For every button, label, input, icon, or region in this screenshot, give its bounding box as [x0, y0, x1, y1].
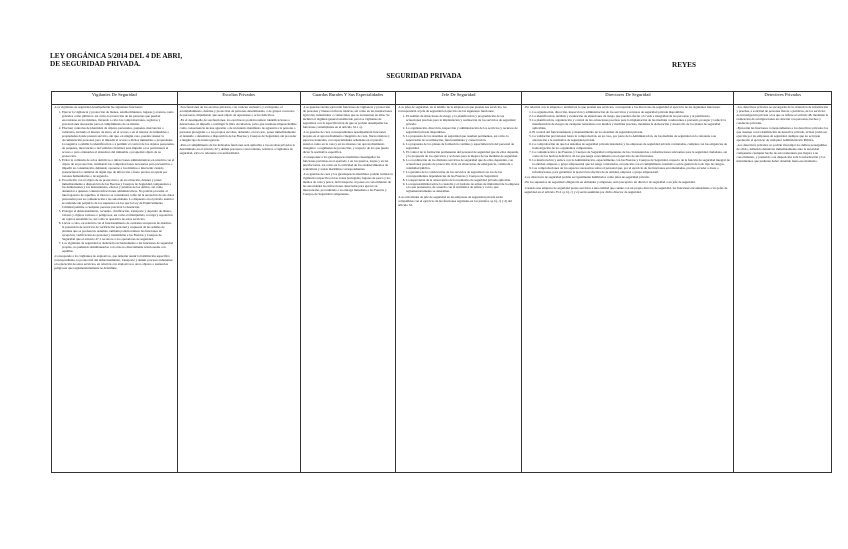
list-item: 2. La identificación, análisis y evaluación de situaciones de riesgo que puedan afectar a la vida e integridad de las personas y al patrimonio.: [532, 115, 731, 119]
paragraph: -Para el cumplimiento de las indicadas funciones será aplicable a los escoltas privados lo determinado en el artículo 32 y demás preceptos concordantes, relativos a vigilantes de seguridad, salvo lo referente a la uniformidad.: [179, 143, 296, 156]
law-title: [50, 52, 182, 68]
document-subtitle: SEGURIDAD PRIVADA: [386, 72, 462, 80]
list-item: 4. En relación con el objeto de su protección o de su actuación, detener y poner inmediatamente a disposición de las Fuerzas y Cuerpos de Seguridad competentes a los delincuentes y los instrumentos, efectos y pruebas de los delitos, así como denunciar a quienes cometan infracciones administrativas. No podrán proceder al interrogatorio de aquéllos, si bien no se considerará como tal la anotación de sus datos personales para su comunicación a las autoridades. Lo dispuesto en el párrafo anterior se entiende sin perjuicio de los supuestos en los que la Ley de Enjuiciamiento Criminal permite a cualquier persona practicar la detención.: [62, 179, 175, 211]
paragraph: -En los supuestos de seguridad obligatoria en entidades y empresas, será preceptivo un director de seguridad o un jefe de seguridad.: [524, 180, 696, 185]
list-item: 7. La comunicación a las Fuerzas y Cuerpos de Seguridad competentes de las circunstancias o informaciones relevantes para la seguridad ciudadana, así como de los hechos delictivos de los que tenga conocimiento en el ejercicio de sus funciones.: [532, 151, 731, 159]
paragraph: -En relación con la empresa o entidad en la que presten sus servicios, corresponde a los directores de seguridad el ejercicio de las siguientes funciones:: [524, 105, 721, 109]
list-item: 6. Llevar a cabo, en relación con el funcionamiento de centrales receptoras de alarmas, la prestación de servicios de verificación personal y respuesta de las señales de alarmas que se produzcan. Además, también podrán realizar las funciones de recepción, verificación no personal y transmisión a las Fuerzas y Cuerpos de Seguridad que el artículo 47.1 reconoce a los operadores de seguridad.: [62, 222, 175, 242]
list-item: 1. Ejercer la vigilancia y protección de bienes, establecimientos, lugares y eventos, tanto privados como públicos, así como la protección de las personas que puedan encontrarse en los mismos, llevando a cabo las comprobaciones, registros y prevenciones necesarias para el cumplimiento de su misión.: [62, 111, 175, 127]
paragraph: -En el desempeño de sus funciones, los escoltas no podrán realizar identificaciones o detenciones, ni impedir o restringir la libre circulación, salvo que resultase imprescindible como consecuencia de una agresión o de un intento manifiesto de agresión a la persona o personas protegidas o a los propios escoltas, debiendo, en tal caso, poner inmediatamente al detenido o detenidos a disposición de las Fuerzas y Cuerpos de Seguridad, sin proceder a ningún tipo de interrogatorio.: [179, 118, 297, 143]
list-item: 8. La supervisión de la observancia de la normativa de seguridad privada aplicable.: [406, 179, 519, 183]
list-item: 3. La planificación, organización y control de las actuaciones precisas para la implantación de las medidas conducentes a prevenir, proteger y reducir la manifestación de riesgos de cualquier naturaleza con medios y medidas precisas, mediante la elaboración y desarrollo de los planes de seguridad aplicables.: [532, 119, 731, 131]
column-header-jefe: Jefe De Seguridad: [395, 92, 521, 105]
table-header-row: [52, 92, 832, 105]
list-item: 4. El control del funcionamiento y mantenimiento de los sistemas de seguridad privada.: [532, 131, 731, 135]
column-header-detectives: Detectives Privados: [734, 92, 832, 105]
paragraph: -Los detectives privados se encargarán de la obtención de información y pruebas, a solicitud de personas físicas o jurídicas, de los servicios de investigación privada a los que se refiere el artículo 48, mediante la realización de averiguaciones en relación con personas, hechos y conductas privadas.: [736, 105, 829, 125]
paragraph: -Las actividades de jefe de seguridad en las empresas de seguridad privada serán compatibles con el ejercicio de las funciones reguladas en los párrafos a), b), c) y d) del artículo 52.: [397, 194, 512, 207]
cell-jefe: [395, 105, 521, 473]
list-item: 9. La responsabilidad sobre la custodia y el traslado de armas de titularidad de la empresa a la que pertenezca, de acuerdo con la normativa de armas y con lo que reglamentariamente se determine.: [406, 183, 519, 195]
paragraph: -Cuando una empresa de seguridad preste servicios a una entidad que cuente con un propio director de seguridad, las funciones encomendadas a los jefes de seguridad en el artículo 35.2 a), b), c) y e) serán asumidas por dicho director de seguridad.: [524, 185, 728, 194]
paragraph: -Los vigilantes de seguridad desempeñarán las siguientes funciones:: [54, 105, 143, 109]
list-item: 9. Las comprobaciones de los aspectos necesarios sobre el personal que, por el ejercicio de las funciones encomendadas, precise acceder a áreas o informaciones, para garantizar la protección efectiva de su entidad, empresa o grupo empresarial.: [532, 167, 731, 175]
author-name: REYES: [672, 61, 696, 69]
cell-directores: [522, 105, 734, 473]
cell-escoltas: [177, 105, 300, 473]
list-item: 1. El análisis de situaciones de riesgo y la planificación y programación de las actuaciones precisas para la implantación y realización de los servicios de seguridad privada.: [406, 115, 519, 127]
list-item: 5. La validación provisional, hasta la comprobación, en su caso, por parte de la Administración, de las medidas de seguridad en lo referente a su adecuación a la normativa de seguridad privada.: [532, 135, 731, 143]
paragraph: -Los jefes de seguridad, en el ámbito de la empresa en que presten sus servicios, les corresponderá al jefe de seguridad el ejercicio de las siguientes funciones:: [397, 105, 507, 113]
list-item: 5. El control de la formación permanente del personal de seguridad que de ellos dependa, y la propuesta de los ejercicios y acciones para la mejora de las medidas de seguridad.: [406, 151, 519, 159]
cell-guardas: [300, 105, 395, 473]
list-item: 1. La organización, dirección, inspección y administración de los servicios y recursos de seguridad privada disponibles.: [532, 111, 731, 115]
paragraph: -Los directores de seguridad podrán ser igualmente habilitados como jefes de seguridad privada.: [524, 174, 650, 179]
cell-detectives: [734, 105, 832, 473]
list-item: 5. Proteger el almacenamiento, recuento, clasificación, transporte y depósito de dinero, valores y objetos valiosos o peligrosos, así como el manipulado, recarga y reposición de cajeros automáticos, así como la operativa de estos servicios.: [62, 210, 175, 222]
paragraph: -Los guardas rurales ejercerán funciones de vigilancia y protección de personas y bienes en fincas rústicas, así como en las instalaciones agrícolas, industriales o comerciales que se encuentren en ellas. Se incluirá el régimen general establecido para los vigilantes de seguridad, con la especificación de que se podrán desempeñar las funciones contempladas en el artículo 32.1 a).: [302, 105, 392, 129]
paragraph: -Ejercerán las funciones correspondientes a los detectives privados los que cuenten con la habilitación de detective privado, si bien podrá ser ejercida por las empresas de seguridad, siempre que no se hayan apoderado el ejercicio de cualquier Administración Pública.: [736, 126, 828, 143]
law-title-line-2: DE SEGURIDAD PRIVADA.: [50, 60, 141, 68]
list-item: 8. La interlocución y enlace con la Administración, especialmente con las Fuerzas y Cuerpos de Seguridad, respecto de la función de seguridad integral de la entidad, empresa o grupo empresarial que les tenga contratados, en relación con el cumplimiento normativo sobre gestión de todo tipo de riesgos.: [532, 159, 731, 167]
list-item: 7. La garantía de la colaboración de los servicios de seguridad con los de las correspondientes dependencias de las Fuerzas y Cuerpos de Seguridad.: [406, 171, 519, 179]
column-header-escoltas: Escoltas Privados: [177, 92, 300, 105]
numbered-list: [398, 115, 519, 194]
numbered-list: [524, 111, 731, 174]
list-item: 3. La propuesta de los sistemas de seguridad que resulten pertinentes, así como la supervisión de su utilización, funcionamiento y conservación.: [406, 135, 519, 143]
paragraph: -Corresponde a los vigilantes de explosivos, que deberán reunir la habilitación específica correspondiente, la protección del almacenamiento, transporte y demás procesos inherentes a la ejecución de estos servicios, en relación con explosivos u otros objetos o sustancias peligrosas que reglamentariamente se determine.: [54, 254, 173, 270]
list-item: 2. Efectuar controles de identidad, de objetos personales, paquetes, mercancías o vehículos, incluido el interior de éstos, en el acceso o en el interior de inmuebles o propiedades donde presten servicio, sin que, en ningún caso, puedan retener la documentación personal, pero sí impedir el acceso a dichos inmuebles o propiedades. La negativa a exhibir la identificación o a permitir el control de los objetos personales, de paquetes, mercancías o del vehículo facultará para impedir a los particulares el acceso o para ordenarles el abandono del inmueble o propiedad objeto de su protección.: [62, 127, 175, 159]
list-item: 2. La organización, dirección, inspección y administración de los servicios y recursos de seguridad privada disponibles.: [406, 127, 519, 135]
list-item: 7. Los vigilantes de seguridad se dedicarán exclusivamente a las funciones de seguridad propias, no pudiendo simultanearlas con otras no directamente relacionadas con aquéllas.: [62, 242, 175, 254]
paragraph: -Corresponde a los guardapescas marítimos desempeñar las funciones previstas en el apartado 1 en los puertos, lonjas y en las piscifactorías, así como en la actividad de los establecimientos de acuicultura y zonas marítimas correspondientes.: [302, 155, 389, 172]
cell-vigilantes: [52, 105, 178, 473]
column-header-guardas: Guardas Rurales Y Sus Especialidades: [300, 92, 395, 105]
numbered-list: [54, 111, 175, 253]
column-header-directores: Directores De Seguridad: [522, 92, 734, 105]
paragraph: -Los detectives privados no podrán investigar los delitos perseguibles de oficio, debiendo denunciar inmediatamente ante la autoridad competente cualquier hecho de esta naturaleza que llegara a su conocimiento, y poniendo a su disposición toda la información y los instrumentos que pudieran haber obtenido hasta ese momento.: [736, 143, 827, 164]
column-header-vigilantes: Vigilantes De Seguridad: [52, 92, 178, 105]
list-item: 6. La coordinación de los distintos servicios de seguridad que de ellos dependan, con actuaciones propias de protección civil, en situaciones de emergencia, catástrofe o calamidad pública.: [406, 159, 519, 171]
paragraph: -Son funciones de los escoltas privados, con carácter exclusivo y excluyente, el acompañamiento, defensa y protección de personas determinadas, o de grupos concretos de personas, impidiendo que sean objeto de agresiones o actos delictivos.: [179, 105, 295, 117]
list-item: 3. Evitar la comisión de actos delictivos o infracciones administrativas en relación con el objeto de su protección, realizando las comprobaciones necesarias para prevenirlos o impedir su consumación, debiendo oponerse a los mismos e intervenir cuando presenciaren la comisión de algún tipo de infracción o fuere precisa su ayuda por razones humanitarias o de urgencia.: [62, 159, 175, 179]
functions-table: [51, 91, 832, 473]
list-item: 4. La propuesta de los planes de formación continua y especialización del personal de seguridad.: [406, 143, 519, 151]
list-item: 6. La comprobación de que los sistemas de seguridad privada instalados y las empresas de seguridad privada contratadas, cumplen con las exigencias de homologación de los organismos competentes.: [532, 143, 731, 151]
paragraph: -Los guardas de caza correspondientes desempeñarán funciones propias en el aprovechamiento cinegético de caza, fincas rústicas y espacios naturales, con especialidades señaladas en el párrafo anterior, tanto en la caza y en los montes con aprovechamiento cinegético o regímenes de protección, y respecto de los que pueda dictar la normativa específica.: [302, 130, 390, 154]
table-row: [52, 105, 832, 473]
paragraph: -Los guardas de caza y los guardapescas marítimos podrán realizar la vigilancia respectiva en las zonas protegidas, lugares de pesca y los medios de caza y pesca, del transporte, al poner en conocimiento de las autoridades las infracciones detectadas para ejercer su intervención, procediendo a su entrega inmediata a las Fuerzas y Cuerpos de Seguridad competentes.: [302, 172, 393, 197]
law-title-line-1: LEY ORGÁNICA 5/2014 DEL 4 DE ABRI,: [50, 52, 183, 60]
